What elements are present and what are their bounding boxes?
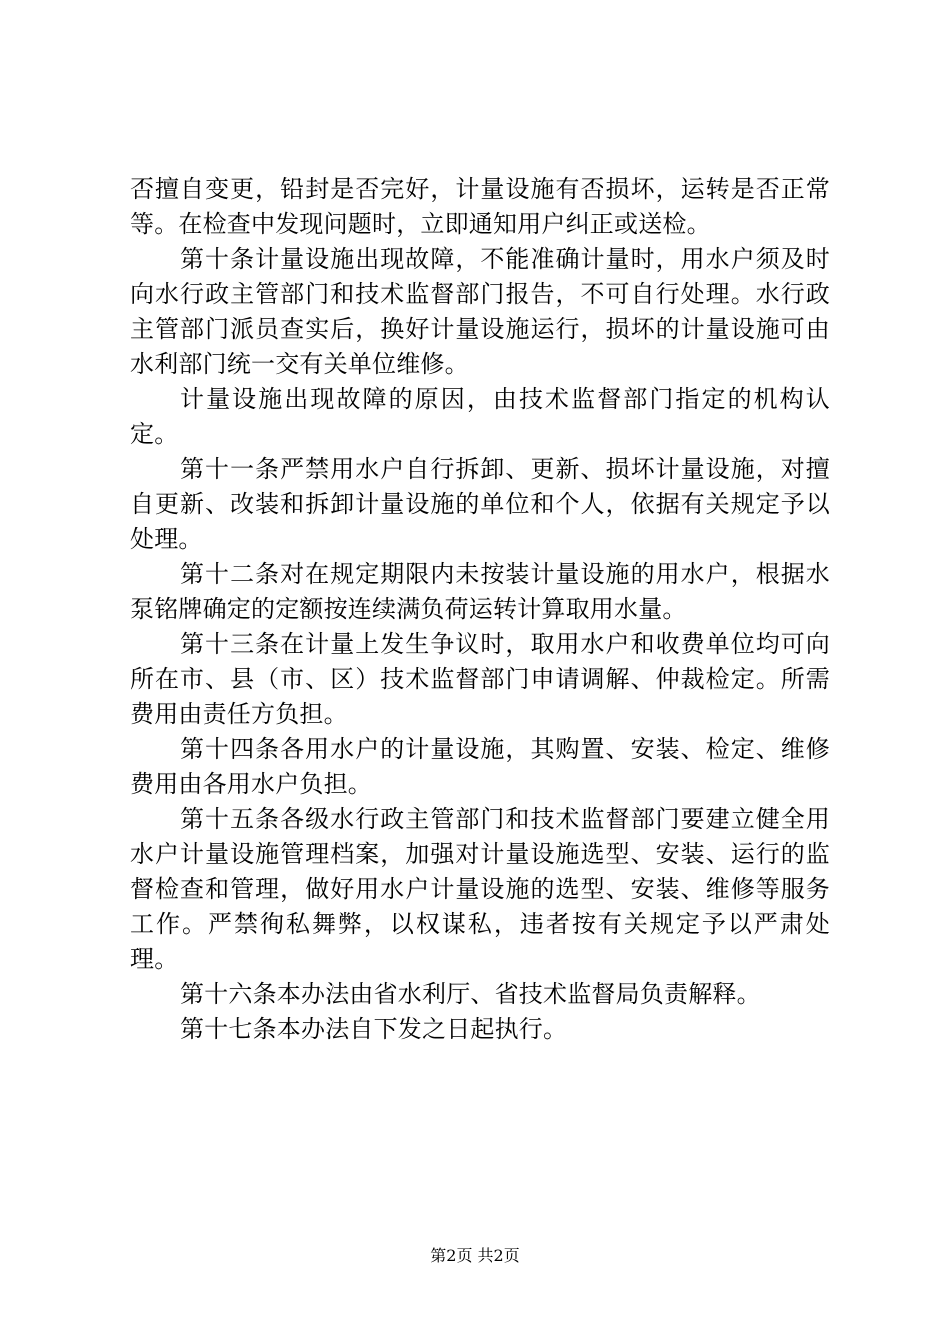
page-footer: 第2页 共2页 <box>430 1246 520 1265</box>
paragraph-fault-cause: 计量设施出现故障的原因，由技术监督部门指定的机构认定。 <box>130 385 830 448</box>
paragraph-article-13: 第十三条在计量上发生争议时，取用水户和收费单位均可向所在市、县（市、区）技术监督部门申请调解、仲裁检定。所需费用由责任方负担。 <box>130 630 830 728</box>
paragraph-article-16: 第十六条本办法由省水利厅、省技术监督局负责解释。 <box>180 980 761 1008</box>
paragraph-continuation: 否擅自变更，铅封是否完好，计量设施有否损坏，运转是否正常等。在检查中发现问题时，立即通知用户纠正或送检。 <box>130 175 830 238</box>
paragraph-article-11: 第十一条严禁用水户自行拆卸、更新、损坏计量设施，对擅自更新、改装和拆卸计量设施的单位和个人，依据有关规定予以处理。 <box>130 455 830 553</box>
paragraph-article-10: 第十条计量设施出现故障，不能准确计量时，用水户须及时向水行政主管部门和技术监督部门报告，不可自行处理。水行政主管部门派员查实后，换好计量设施运行，损坏的计量设施可由水利部门统一交有关单位维修。 <box>130 245 830 378</box>
paragraph-article-14: 第十四条各用水户的计量设施，其购置、安装、检定、维修费用由各用水户负担。 <box>130 735 830 798</box>
document-body <box>130 172 830 1047</box>
paragraph-article-12: 第十二条对在规定期限内未按装计量设施的用水户，根据水泵铭牌确定的定额按连续满负荷运转计算取用水量。 <box>130 560 830 623</box>
paragraph-article-15: 第十五条各级水行政主管部门和技术监督部门要建立健全用水户计量设施管理档案，加强对计量设施选型、安装、运行的监督检查和管理，做好用水户计量设施的选型、安装、维修等服务工作。严禁徇私舞弊，以权谋私，违者按有关规定予以严肃处理。 <box>130 805 830 973</box>
paragraph-article-17: 第十七条本办法自下发之日起执行。 <box>180 1015 568 1043</box>
